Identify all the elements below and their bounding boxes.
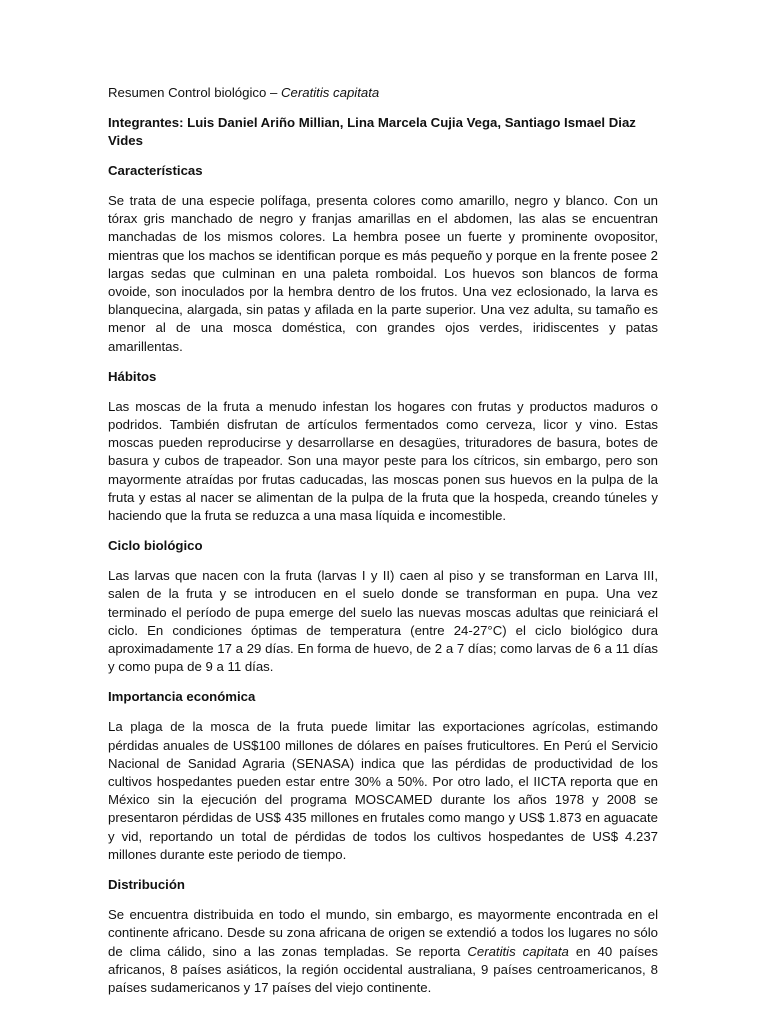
distribution-text-after-species: en 40 países africanos, 8 países asiáticos, la región occidental australiana, 9 países centroamericanos, 8 países sudamericanos y 17 países del viejo continente. [108,943,658,995]
heading-habitos: Hábitos [108,368,157,384]
distribution-text-before-species: Se encuentra distribuida en todo el mundo, sin embargo, es mayormente encontrada en el continente africano. Desde su zona africana de origen se extendió a todos los lugares no sólo de clima cálido, sino a las zonas templadas. Se reporta [108,907,658,959]
paragraph-habitos: Las moscas de la fruta a menudo infestan los hogares con frutas y productos maduros o podridos. También disfrutan de artículos fermentados como cerveza, licor y vino. Estas moscas pueden reproducirse y desarrollarse en desagües, trituradores de basura, botes de basura y cubos de trapeador. Son una mayor peste para los cítricos, sin embargo, pero son mayormente atraídas por frutas caducadas, las moscas ponen sus huevos en la pulpa de la fruta y estas al nacer se alimentan de la pulpa de la fruta que la hospeda, creando túneles y haciendo que la fruta se reduzca a una masa líquida e incomestible. [108,398,658,524]
heading-distribucion: Distribución [108,877,185,893]
title-prefix: Resumen Control biológico – [108,85,281,100]
authors-line: Integrantes: Luis Daniel Ariño Millian, Lina Marcela Cujia Vega, Santiago Ismael Diaz Vides [108,115,636,148]
heading-caracteristicas: Características [108,163,203,178]
title-species: Ceratitis capitata [281,85,380,100]
paragraph-caracteristicas: Se trata de una especie polífaga, presenta colores como amarillo, negro y blanco. Con un tórax gris manchado de negro y franjas amarillas en el abdomen, las alas se encuentran manchadas de los mismos colores. La hembra posee un fuerte y prominente ovopositor, mientras que los machos se identifican porque es más pequeño y porque en la frente posee 2 largas sedas que culminan en una paleta romboidal. Los huevos son blancos de forma ovoide, son inoculados por la hembra dentro de los frutos. Una vez eclosionado, la larva es blanquecina, alargada, sin patas y afilada en la parte superior. Una vez adulta, su tamaño es menor al de una mosca doméstica, con grandes ojos verdes, iridiscentes y patas amarillentas. [108,193,658,354]
distribution-species-name: Ceratitis capitata [467,943,569,959]
document-title [108,84,658,102]
heading-ciclo-biologico: Ciclo biológico [108,538,203,554]
paragraph-ciclo-biologico: Las larvas que nacen con la fruta (larvas I y II) caen al piso y se transforman en Larva III, salen de la fruta y se introducen en el suelo donde se transforman en pupa. Una vez terminado el período de pupa emerge del suelo las nuevas moscas adultas que reiniciará el ciclo. En condiciones óptimas de temperatura (entre 24-27°C) el ciclo biológico dura aproximadamente 17 a 29 días. En forma de huevo, de 2 a 7 días; como larvas de 6 a 11 días y como pupa de 9 a 11 días. [108,568,658,675]
paragraph-distribucion [108,906,658,997]
document-page [108,84,658,997]
paragraph-importancia-economica: La plaga de la mosca de la fruta puede limitar las exportaciones agrícolas, estimando pérdidas anuales de US$100 millones de dólares en países fruticultores. En Perú el Servicio Nacional de Sanidad Agraria (SENASA) indica que las pérdidas de productividad de los cultivos hospedantes pueden estar entre 30% a 50%. Por otro lado, el IICTA reporta que en México sin la ejecución del programa MOSCAMED durante los años 1978 y 2008 se presentaron pérdidas de US$ 435 millones en frutales como mango y US$ 1.873 en aguacate y vid, reportando un total de pérdidas de todos los cultivos hospedantes de US$ 4.237 millones durante este periodo de tiempo. [108,719,658,862]
heading-importancia-economica: Importancia económica [108,689,256,705]
